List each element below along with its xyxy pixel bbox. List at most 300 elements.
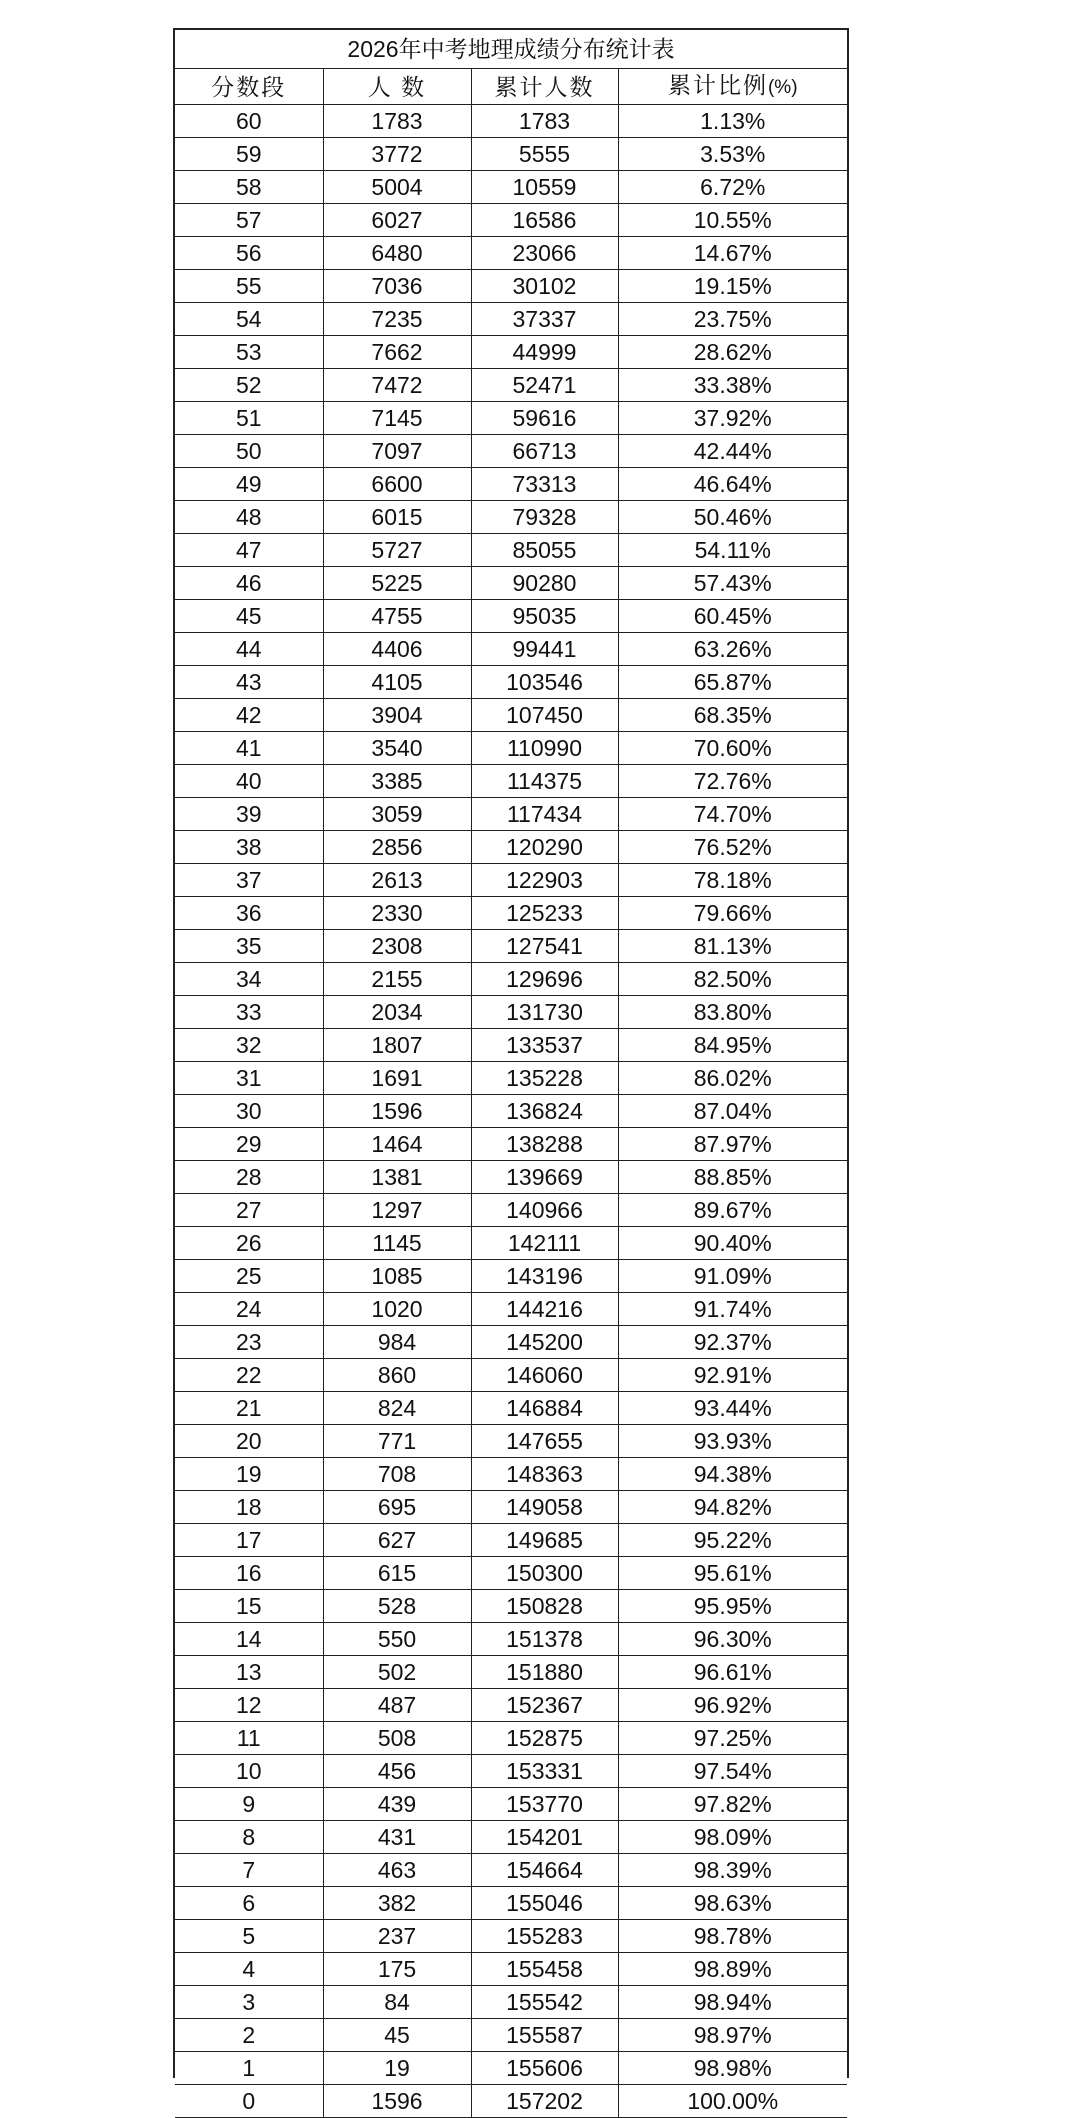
count-cell: 550 [323,1623,471,1656]
cumulative-count-cell: 114375 [471,765,618,798]
header-cumulative-ratio [618,69,847,105]
count-cell: 431 [323,1821,471,1854]
cumulative-count-cell: 153770 [471,1788,618,1821]
score-cell: 22 [175,1359,323,1392]
table-row [175,1887,847,1920]
score-cell: 26 [175,1227,323,1260]
count-cell: 84 [323,1986,471,2019]
score-cell: 15 [175,1590,323,1623]
count-cell: 237 [323,1920,471,1953]
cumulative-ratio-cell: 92.91% [618,1359,847,1392]
score-cell: 43 [175,666,323,699]
count-cell: 2613 [323,864,471,897]
cumulative-ratio-cell: 97.25% [618,1722,847,1755]
score-table [175,69,847,2118]
score-cell: 2 [175,2019,323,2052]
count-cell: 456 [323,1755,471,1788]
cumulative-count-cell: 59616 [471,402,618,435]
table-row [175,1821,847,1854]
cumulative-count-cell: 44999 [471,336,618,369]
count-cell: 6480 [323,237,471,270]
score-cell: 29 [175,1128,323,1161]
cumulative-count-cell: 139669 [471,1161,618,1194]
table-row [175,270,847,303]
score-cell: 34 [175,963,323,996]
cumulative-count-cell: 129696 [471,963,618,996]
score-cell: 10 [175,1755,323,1788]
table-row [175,567,847,600]
table-row [175,897,847,930]
cumulative-count-cell: 5555 [471,138,618,171]
table-row [175,1359,847,1392]
header-cumulative-count: 累计人数 [471,69,618,105]
table-row [175,1095,847,1128]
count-cell: 508 [323,1722,471,1755]
cumulative-count-cell: 85055 [471,534,618,567]
cumulative-count-cell: 1783 [471,105,618,138]
table-row [175,1590,847,1623]
score-cell: 28 [175,1161,323,1194]
header-score-band: 分数段 [175,69,323,105]
cumulative-count-cell: 122903 [471,864,618,897]
cumulative-ratio-cell: 74.70% [618,798,847,831]
score-cell: 23 [175,1326,323,1359]
cumulative-count-cell: 154201 [471,1821,618,1854]
table-row [175,501,847,534]
table-row [175,798,847,831]
cumulative-count-cell: 151880 [471,1656,618,1689]
table-row [175,2019,847,2052]
score-cell: 57 [175,204,323,237]
header-cumulative-ratio-label: 累计比例 [667,72,768,98]
table-row [175,963,847,996]
header-percent-unit: (%) [767,77,798,98]
cumulative-ratio-cell: 50.46% [618,501,847,534]
cumulative-ratio-cell: 54.11% [618,534,847,567]
table-row [175,1029,847,1062]
count-cell: 487 [323,1689,471,1722]
count-cell: 1596 [323,2085,471,2118]
cumulative-ratio-cell: 94.82% [618,1491,847,1524]
cumulative-ratio-cell: 83.80% [618,996,847,1029]
cumulative-ratio-cell: 92.37% [618,1326,847,1359]
table-row [175,1755,847,1788]
cumulative-count-cell: 136824 [471,1095,618,1128]
cumulative-count-cell: 16586 [471,204,618,237]
table-row [175,765,847,798]
count-cell: 1691 [323,1062,471,1095]
count-cell: 627 [323,1524,471,1557]
score-cell: 46 [175,567,323,600]
score-cell: 30 [175,1095,323,1128]
cumulative-count-cell: 152367 [471,1689,618,1722]
count-cell: 984 [323,1326,471,1359]
score-cell: 45 [175,600,323,633]
score-cell: 5 [175,1920,323,1953]
cumulative-ratio-cell: 98.89% [618,1953,847,1986]
cumulative-count-cell: 155046 [471,1887,618,1920]
header-row [175,69,847,105]
score-cell: 16 [175,1557,323,1590]
cumulative-count-cell: 149685 [471,1524,618,1557]
cumulative-ratio-cell: 60.45% [618,600,847,633]
cumulative-ratio-cell: 96.61% [618,1656,847,1689]
table-row [175,1458,847,1491]
table-row [175,666,847,699]
cumulative-count-cell: 117434 [471,798,618,831]
score-cell: 36 [175,897,323,930]
count-cell: 439 [323,1788,471,1821]
cumulative-ratio-cell: 97.54% [618,1755,847,1788]
score-cell: 13 [175,1656,323,1689]
cumulative-ratio-cell: 100.00% [618,2085,847,2118]
cumulative-ratio-cell: 46.64% [618,468,847,501]
count-cell: 502 [323,1656,471,1689]
cumulative-ratio-cell: 93.93% [618,1425,847,1458]
score-cell: 42 [175,699,323,732]
cumulative-ratio-cell: 63.26% [618,633,847,666]
table-row [175,2052,847,2085]
cumulative-count-cell: 155458 [471,1953,618,1986]
cumulative-count-cell: 79328 [471,501,618,534]
count-cell: 175 [323,1953,471,1986]
table-row [175,468,847,501]
cumulative-ratio-cell: 89.67% [618,1194,847,1227]
cumulative-ratio-cell: 98.09% [618,1821,847,1854]
table-row [175,204,847,237]
table-row [175,435,847,468]
table-row [175,1656,847,1689]
table-row [175,138,847,171]
table-row [175,930,847,963]
score-cell: 33 [175,996,323,1029]
cumulative-count-cell: 151378 [471,1623,618,1656]
table-row [175,1557,847,1590]
count-cell: 2308 [323,930,471,963]
cumulative-ratio-cell: 98.39% [618,1854,847,1887]
cumulative-ratio-cell: 81.13% [618,930,847,963]
cumulative-count-cell: 37337 [471,303,618,336]
table-row [175,1326,847,1359]
score-distribution-sheet [173,28,849,2114]
score-cell: 21 [175,1392,323,1425]
count-cell: 5004 [323,171,471,204]
count-cell: 1381 [323,1161,471,1194]
score-cell: 9 [175,1788,323,1821]
cumulative-ratio-cell: 70.60% [618,732,847,765]
score-cell: 19 [175,1458,323,1491]
cumulative-ratio-cell: 10.55% [618,204,847,237]
count-cell: 708 [323,1458,471,1491]
score-cell: 8 [175,1821,323,1854]
table-row [175,1722,847,1755]
table-row [175,336,847,369]
count-cell: 2856 [323,831,471,864]
cumulative-ratio-cell: 96.92% [618,1689,847,1722]
count-cell: 860 [323,1359,471,1392]
table-row [175,1788,847,1821]
cumulative-ratio-cell: 65.87% [618,666,847,699]
cumulative-ratio-cell: 87.04% [618,1095,847,1128]
cumulative-count-cell: 135228 [471,1062,618,1095]
score-cell: 53 [175,336,323,369]
table-row [175,864,847,897]
table-row [175,996,847,1029]
score-cell: 27 [175,1194,323,1227]
score-cell: 17 [175,1524,323,1557]
cumulative-count-cell: 140966 [471,1194,618,1227]
score-cell: 31 [175,1062,323,1095]
cumulative-count-cell: 10559 [471,171,618,204]
table-row [175,402,847,435]
count-cell: 2155 [323,963,471,996]
cumulative-ratio-cell: 37.92% [618,402,847,435]
table-row [175,171,847,204]
cumulative-count-cell: 155606 [471,2052,618,2085]
count-cell: 7662 [323,336,471,369]
cumulative-count-cell: 127541 [471,930,618,963]
score-cell: 55 [175,270,323,303]
cumulative-ratio-cell: 98.78% [618,1920,847,1953]
cumulative-count-cell: 95035 [471,600,618,633]
cumulative-count-cell: 110990 [471,732,618,765]
cumulative-ratio-cell: 95.22% [618,1524,847,1557]
table-row [175,1623,847,1656]
cumulative-ratio-cell: 14.67% [618,237,847,270]
score-cell: 38 [175,831,323,864]
score-cell: 49 [175,468,323,501]
cumulative-ratio-cell: 28.62% [618,336,847,369]
cumulative-count-cell: 125233 [471,897,618,930]
count-cell: 4105 [323,666,471,699]
cumulative-ratio-cell: 76.52% [618,831,847,864]
cumulative-ratio-cell: 87.97% [618,1128,847,1161]
table-row [175,1392,847,1425]
count-cell: 5727 [323,534,471,567]
cumulative-ratio-cell: 72.76% [618,765,847,798]
score-cell: 40 [175,765,323,798]
table-row [175,633,847,666]
cumulative-ratio-cell: 91.09% [618,1260,847,1293]
count-cell: 1020 [323,1293,471,1326]
cumulative-ratio-cell: 90.40% [618,1227,847,1260]
score-cell: 60 [175,105,323,138]
table-body [175,105,847,2118]
cumulative-ratio-cell: 33.38% [618,369,847,402]
cumulative-ratio-cell: 93.44% [618,1392,847,1425]
table-row [175,1689,847,1722]
count-cell: 3904 [323,699,471,732]
score-cell: 59 [175,138,323,171]
score-cell: 7 [175,1854,323,1887]
table-row [175,303,847,336]
cumulative-ratio-cell: 3.53% [618,138,847,171]
cumulative-count-cell: 149058 [471,1491,618,1524]
cumulative-count-cell: 99441 [471,633,618,666]
cumulative-count-cell: 73313 [471,468,618,501]
score-cell: 14 [175,1623,323,1656]
cumulative-count-cell: 143196 [471,1260,618,1293]
cumulative-ratio-cell: 79.66% [618,897,847,930]
table-row [175,1161,847,1194]
count-cell: 771 [323,1425,471,1458]
count-cell: 3772 [323,138,471,171]
table-row [175,1194,847,1227]
table-row [175,1260,847,1293]
table-row [175,1062,847,1095]
score-cell: 44 [175,633,323,666]
cumulative-ratio-cell: 82.50% [618,963,847,996]
cumulative-count-cell: 131730 [471,996,618,1029]
table-row [175,699,847,732]
cumulative-count-cell: 107450 [471,699,618,732]
cumulative-ratio-cell: 98.94% [618,1986,847,2019]
cumulative-count-cell: 138288 [471,1128,618,1161]
cumulative-count-cell: 66713 [471,435,618,468]
cumulative-count-cell: 155283 [471,1920,618,1953]
table-row [175,1524,847,1557]
cumulative-count-cell: 148363 [471,1458,618,1491]
count-cell: 5225 [323,567,471,600]
count-cell: 7036 [323,270,471,303]
cumulative-ratio-cell: 96.30% [618,1623,847,1656]
cumulative-count-cell: 120290 [471,831,618,864]
score-cell: 41 [175,732,323,765]
table-title: 2026年中考地理成绩分布统计表 [175,30,847,69]
table-row [175,732,847,765]
table-row [175,1425,847,1458]
cumulative-ratio-cell: 86.02% [618,1062,847,1095]
count-cell: 615 [323,1557,471,1590]
cumulative-count-cell: 30102 [471,270,618,303]
cumulative-ratio-cell: 57.43% [618,567,847,600]
cumulative-ratio-cell: 23.75% [618,303,847,336]
score-cell: 18 [175,1491,323,1524]
count-cell: 1297 [323,1194,471,1227]
cumulative-count-cell: 23066 [471,237,618,270]
cumulative-ratio-cell: 84.95% [618,1029,847,1062]
table-row [175,831,847,864]
cumulative-count-cell: 144216 [471,1293,618,1326]
cumulative-ratio-cell: 95.95% [618,1590,847,1623]
cumulative-count-cell: 155587 [471,2019,618,2052]
count-cell: 6027 [323,204,471,237]
score-cell: 54 [175,303,323,336]
table-row [175,369,847,402]
cumulative-ratio-cell: 88.85% [618,1161,847,1194]
count-cell: 2034 [323,996,471,1029]
cumulative-count-cell: 133537 [471,1029,618,1062]
cumulative-count-cell: 146060 [471,1359,618,1392]
table-row [175,534,847,567]
count-cell: 382 [323,1887,471,1920]
score-cell: 58 [175,171,323,204]
count-cell: 19 [323,2052,471,2085]
count-cell: 3385 [323,765,471,798]
cumulative-count-cell: 103546 [471,666,618,699]
score-cell: 56 [175,237,323,270]
count-cell: 3059 [323,798,471,831]
cumulative-count-cell: 52471 [471,369,618,402]
count-cell: 6600 [323,468,471,501]
cumulative-ratio-cell: 97.82% [618,1788,847,1821]
cumulative-ratio-cell: 98.63% [618,1887,847,1920]
table-row [175,600,847,633]
table-row [175,1293,847,1326]
count-cell: 695 [323,1491,471,1524]
cumulative-ratio-cell: 68.35% [618,699,847,732]
score-cell: 37 [175,864,323,897]
cumulative-count-cell: 154664 [471,1854,618,1887]
cumulative-count-cell: 155542 [471,1986,618,2019]
cumulative-ratio-cell: 6.72% [618,171,847,204]
cumulative-count-cell: 147655 [471,1425,618,1458]
score-cell: 48 [175,501,323,534]
score-cell: 51 [175,402,323,435]
count-cell: 45 [323,2019,471,2052]
count-cell: 463 [323,1854,471,1887]
count-cell: 824 [323,1392,471,1425]
count-cell: 1464 [323,1128,471,1161]
score-cell: 50 [175,435,323,468]
score-cell: 35 [175,930,323,963]
table-row [175,1491,847,1524]
cumulative-ratio-cell: 98.97% [618,2019,847,2052]
cumulative-count-cell: 142111 [471,1227,618,1260]
count-cell: 7235 [323,303,471,336]
count-cell: 7097 [323,435,471,468]
cumulative-ratio-cell: 1.13% [618,105,847,138]
score-cell: 20 [175,1425,323,1458]
cumulative-count-cell: 152875 [471,1722,618,1755]
score-cell: 52 [175,369,323,402]
count-cell: 1085 [323,1260,471,1293]
count-cell: 6015 [323,501,471,534]
score-cell: 1 [175,2052,323,2085]
count-cell: 4406 [323,633,471,666]
count-cell: 1596 [323,1095,471,1128]
table-row [175,237,847,270]
count-cell: 7472 [323,369,471,402]
cumulative-ratio-cell: 42.44% [618,435,847,468]
cumulative-count-cell: 153331 [471,1755,618,1788]
cumulative-count-cell: 145200 [471,1326,618,1359]
score-cell: 39 [175,798,323,831]
cumulative-count-cell: 90280 [471,567,618,600]
score-cell: 32 [175,1029,323,1062]
score-cell: 11 [175,1722,323,1755]
cumulative-ratio-cell: 98.98% [618,2052,847,2085]
count-cell: 1807 [323,1029,471,1062]
header-count: 人 数 [323,69,471,105]
table-row [175,1128,847,1161]
count-cell: 2330 [323,897,471,930]
score-cell: 4 [175,1953,323,1986]
score-cell: 25 [175,1260,323,1293]
cumulative-ratio-cell: 95.61% [618,1557,847,1590]
count-cell: 1783 [323,105,471,138]
count-cell: 7145 [323,402,471,435]
cumulative-count-cell: 150300 [471,1557,618,1590]
cumulative-ratio-cell: 91.74% [618,1293,847,1326]
count-cell: 3540 [323,732,471,765]
score-cell: 12 [175,1689,323,1722]
table-row [175,2085,847,2118]
table-row [175,1920,847,1953]
cumulative-ratio-cell: 78.18% [618,864,847,897]
table-row [175,1227,847,1260]
cumulative-count-cell: 146884 [471,1392,618,1425]
